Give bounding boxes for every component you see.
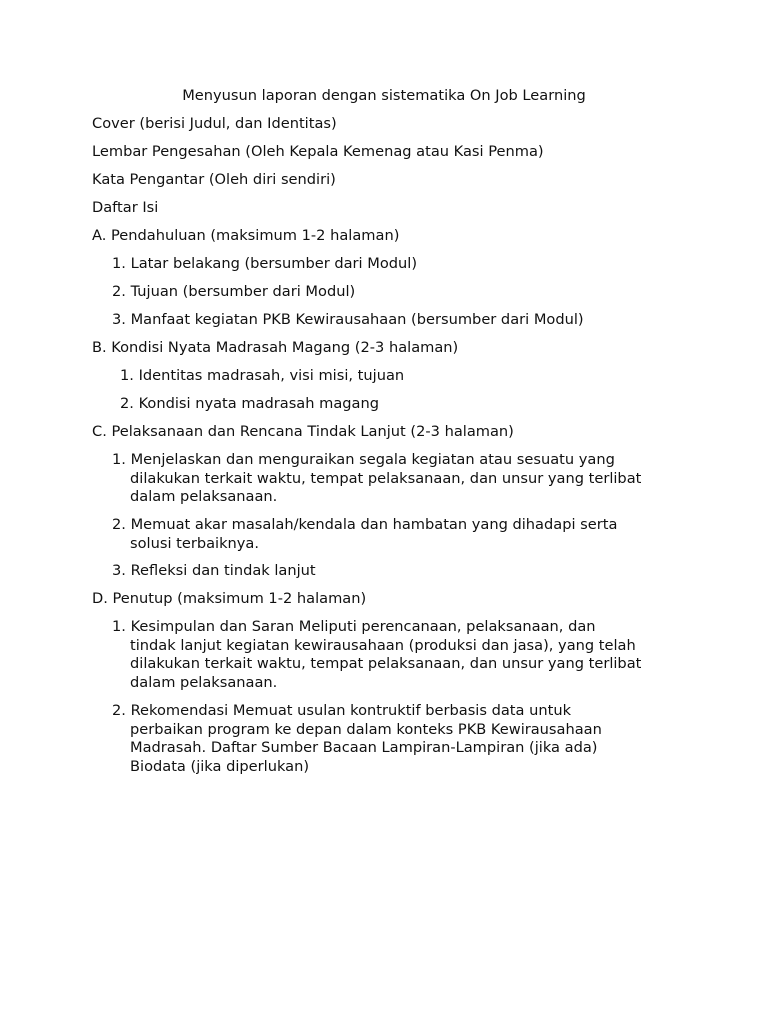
section-c-item3: 3. Refleksi dan tindak lanjut xyxy=(112,562,316,579)
section-c-item2-line: solusi terbaiknya. xyxy=(130,534,260,552)
section-d-item2-line: Biodata (jika diperlukan) xyxy=(130,757,310,775)
daftar-isi-line: Daftar Isi xyxy=(92,199,159,216)
section-c-item1-line: 1. Menjelaskan dan menguraikan segala kegiatan atau sesuatu yang xyxy=(112,451,615,468)
section-c-item1-line: dalam pelaksanaan. xyxy=(130,488,278,505)
section-d-item2-line: 2. Rekomendasi Memuat usulan kontruktif berbasis data untuk xyxy=(112,702,572,719)
section-a-item: 3. Manfaat kegiatan PKB Kewirausahaan (bersumber dari Modul) xyxy=(112,311,584,328)
section-c-heading: C. Pelaksanaan dan Rencana Tindak Lanjut (2-3 halaman) xyxy=(92,423,514,440)
kata-pengantar-line: Kata Pengantar (Oleh diri sendiri) xyxy=(92,171,336,188)
section-d-item1-line: dilakukan terkait waktu, tempat pelaksanaan, dan unsur yang terlibat xyxy=(130,655,642,672)
section-c-item2-line: 2. Memuat akar masalah/kendala dan hambatan yang dihadapi serta xyxy=(112,516,618,533)
section-d-item1-line: 1. Kesimpulan dan Saran Meliputi perencanaan, pelaksanaan, dan xyxy=(112,618,596,635)
section-d-item1-line: tindak lanjut kegiatan kewirausahaan (produksi dan jasa), yang telah xyxy=(130,636,636,654)
section-d-item2-line: Madrasah. Daftar Sumber Bacaan Lampiran-Lampiran (jika ada) xyxy=(130,739,598,756)
section-c-item1-line: dilakukan terkait waktu, tempat pelaksanaan, dan unsur yang terlibat xyxy=(130,469,642,487)
section-a-item: 1. Latar belakang (bersumber dari Modul) xyxy=(112,255,418,272)
cover-line: Cover (berisi Judul, dan Identitas) xyxy=(92,115,337,132)
section-b-item: 1. Identitas madrasah, visi misi, tujuan xyxy=(120,367,405,384)
section-d-item2-line: perbaikan program ke depan dalam konteks PKB Kewirausahaan xyxy=(130,720,602,738)
section-b-item: 2. Kondisi nyata madrasah magang xyxy=(120,395,380,412)
section-d-heading: D. Penutup (maksimum 1-2 halaman) xyxy=(92,590,367,607)
section-b-heading: B. Kondisi Nyata Madrasah Magang (2-3 halaman) xyxy=(92,339,459,356)
section-d-item1-line: dalam pelaksanaan. xyxy=(130,673,278,691)
section-a-item: 2. Tujuan (bersumber dari Modul) xyxy=(112,283,356,300)
section-a-heading: A. Pendahuluan (maksimum 1-2 halaman) xyxy=(92,227,400,244)
pengesahan-line: Lembar Pengesahan (Oleh Kepala Kemenag atau Kasi Penma) xyxy=(92,143,544,160)
document-title: Menyusun laporan dengan sistematika On Job Learning xyxy=(182,87,586,104)
